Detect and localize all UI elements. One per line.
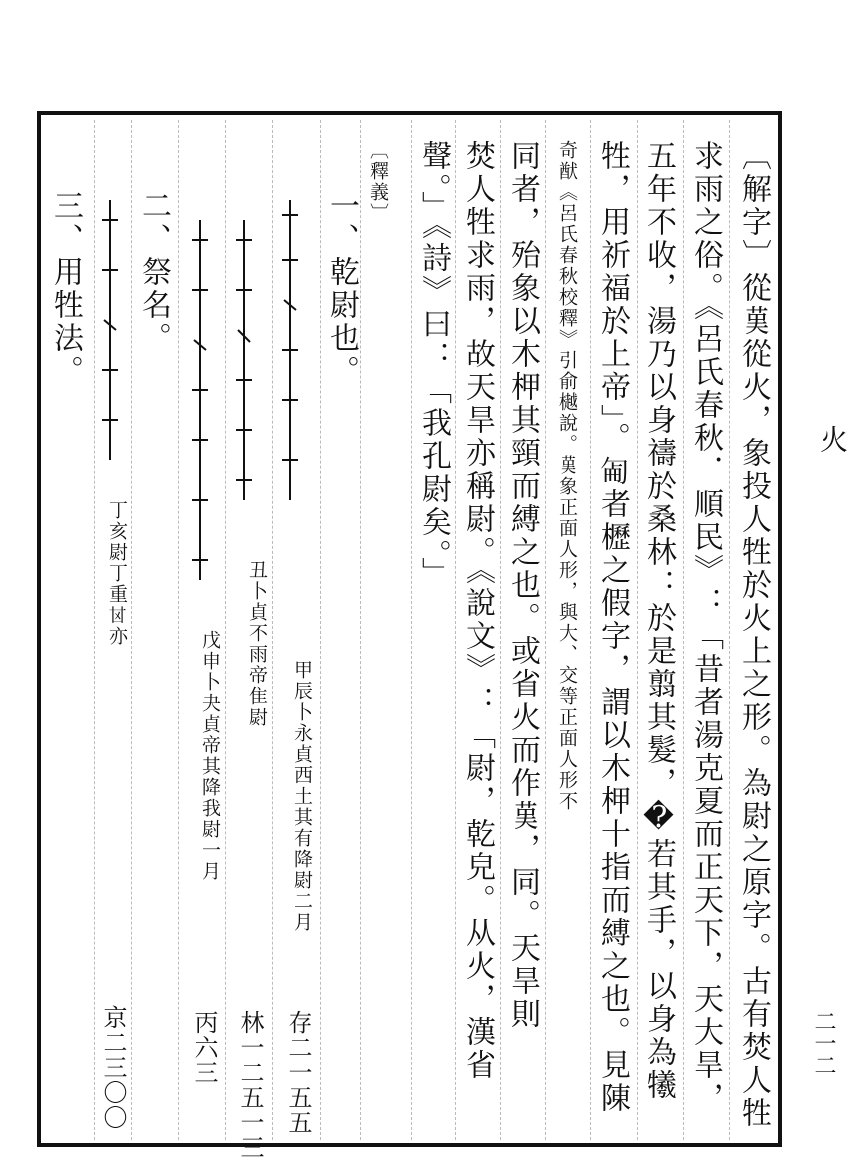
jiezi-line-5: 同者，殆象以木柙其頸而縛之也。或省火而作𦰩，同。天旱則: [505, 140, 540, 1031]
inscription-2: 丑卜貞不雨帝隹㷉: [246, 560, 268, 728]
meaning-1: 一、乾㷉也。: [324, 190, 359, 388]
jiezi-line-4: 牲，用祈福於上帝」。𠣠者櫪之假字，謂以木柙十指而縛之也。見陳: [595, 140, 630, 1115]
inscription-3-ref: 丙六三: [190, 1010, 218, 1085]
jiezi-line-6: 焚人牲求雨，故天旱亦稱㷉。《說文》：「㷉，乾皃。从火，漢省: [460, 140, 495, 1082]
inscription-1-ref: 存二一五五: [284, 1010, 312, 1135]
jiezi-line-7: 聲。」《詩》曰：「我孔㷉矣。」: [416, 140, 451, 590]
page-number: 二一二: [811, 1010, 836, 1076]
inscription-2-ref: 林一二五一三: [236, 1010, 264, 1160]
jiezi-line-3: 五年不收，湯乃以身禱於桑林：於是翦其髮，�若其手，以身為犧: [641, 140, 676, 1102]
inscription-1: 甲辰卜永貞西土其有降㷉二月: [291, 660, 313, 933]
meaning-3: 三、用牲法。: [48, 190, 83, 388]
jiezi-line-1: 〔解字〕從𦰩從火，象投人牲於火上之形。為㷉之原字。古有焚人牲: [736, 140, 771, 1130]
inscription-3: 戊申卜夬貞帝其降我㷉一月: [199, 630, 221, 882]
meaning-2: 二、祭名。: [136, 190, 171, 355]
inscription-4: 丁亥㷉丁重𠀠亦: [106, 500, 128, 647]
jiezi-line-2: 求雨之俗。《呂氏春秋．順民》：「昔者湯克夏而正天下，天大旱，: [688, 140, 723, 1115]
inscription-4-ref: 京二三〇〇: [99, 1005, 127, 1130]
section-title: 火: [816, 425, 849, 453]
shiyi-label: 〔釋義〕: [367, 140, 389, 224]
jiezi-note: 奇猷《呂氏春秋校釋》引俞樾說。𦰩象正面人形，與大、交等正面人形不: [556, 140, 578, 812]
